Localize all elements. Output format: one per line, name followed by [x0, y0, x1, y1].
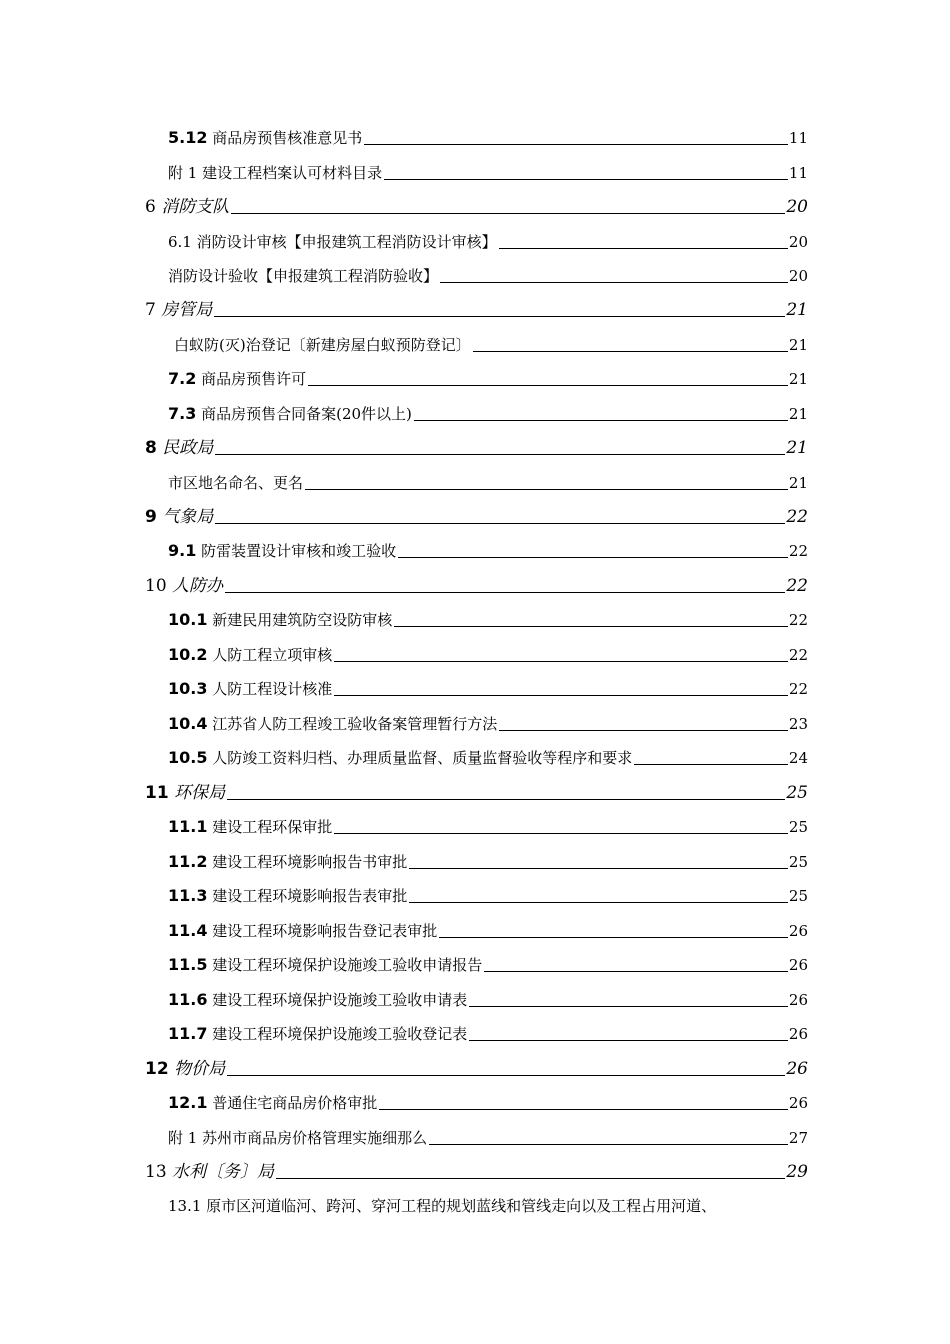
toc-entry-title: 7.2 商品房预售许可	[168, 369, 307, 388]
toc-entry[interactable]	[174, 331, 808, 355]
toc-entry[interactable]	[168, 606, 808, 630]
dot-leader	[308, 384, 788, 386]
toc-entry-title: 11.7 建设工程环境保护设施竣工验收登记表	[168, 1024, 468, 1043]
dot-leader	[334, 832, 788, 834]
dot-leader	[227, 1074, 785, 1076]
toc-page-number: 22	[788, 680, 808, 698]
toc-entry-title: 9 气象局	[145, 507, 214, 527]
toc-entry[interactable]	[168, 537, 808, 561]
toc-entry[interactable]	[168, 124, 808, 148]
toc-page-number: 22	[788, 542, 808, 560]
dot-leader	[634, 763, 788, 765]
toc-page-number: 20	[788, 267, 808, 285]
toc-page-number: 20	[788, 233, 808, 251]
toc-entry-title: 12 物价局	[145, 1059, 226, 1079]
toc-entry-title: 13 水利〔务〕局	[145, 1162, 275, 1182]
toc-entry-title: 附 1 苏州市商品房价格管理实施细那么	[168, 1129, 428, 1147]
toc-entry[interactable]	[168, 262, 808, 286]
toc-page-number: 27	[788, 1129, 808, 1147]
toc-entry-title: 12.1 普通住宅商品房价格审批	[168, 1093, 378, 1112]
toc-page-number: 21	[788, 336, 808, 354]
dot-leader	[215, 453, 785, 455]
dot-leader	[334, 694, 788, 696]
toc-page-number: 11	[788, 164, 808, 182]
toc-entry[interactable]	[145, 296, 808, 320]
dot-leader	[227, 798, 785, 800]
toc-entry[interactable]	[168, 744, 808, 768]
dot-leader	[469, 1039, 788, 1041]
toc-entry-title: 6 消防支队	[145, 197, 230, 217]
toc-entry[interactable]	[168, 813, 808, 837]
toc-page-number: 22	[786, 576, 808, 596]
toc-entry-title: 10.2 人防工程立项审核	[168, 645, 333, 664]
toc-entry-title: 11.4 建设工程环境影响报告登记表审批	[168, 921, 438, 940]
toc-entry[interactable]	[168, 1020, 808, 1044]
toc-entry-title: 10.4 江苏省人防工程竣工验收备案管理暂行方法	[168, 714, 498, 733]
dot-leader	[499, 729, 788, 731]
toc-entry-title: 10 人防办	[145, 576, 224, 596]
toc-page-number: 25	[788, 818, 808, 836]
toc-page-number: 25	[786, 783, 808, 803]
dot-leader	[384, 178, 788, 180]
toc-entry[interactable]	[168, 951, 808, 975]
toc-entry-title: 10.3 人防工程设计核准	[168, 679, 333, 698]
dot-leader	[305, 488, 788, 490]
toc-page-number: 21	[788, 405, 808, 423]
dot-leader	[484, 970, 788, 972]
toc-page-number: 29	[786, 1162, 808, 1182]
toc-page-number: 26	[786, 1059, 808, 1079]
toc-entry[interactable]	[145, 193, 808, 217]
toc-entry[interactable]	[168, 917, 808, 941]
toc-entry[interactable]	[145, 1055, 808, 1079]
toc-entry[interactable]	[168, 469, 808, 493]
toc-entry[interactable]	[168, 882, 808, 906]
dot-leader	[231, 212, 785, 214]
toc-page-number: 26	[788, 922, 808, 940]
toc-entry[interactable]	[145, 572, 808, 596]
toc-page-number: 20	[786, 197, 808, 217]
dot-leader	[409, 867, 788, 869]
toc-page-number: 21	[786, 300, 808, 320]
toc-entry[interactable]	[168, 848, 808, 872]
dot-leader	[409, 901, 788, 903]
toc-entry-title: 市区地名命名、更名	[168, 474, 304, 492]
toc-entry-title: 7.3 商品房预售合同备案(20件以上)	[168, 404, 412, 423]
toc-entry[interactable]	[145, 1158, 808, 1182]
toc-entry-title: 11.6 建设工程环境保护设施竣工验收申请表	[168, 990, 468, 1009]
toc-entry-title: 白蚁防(灭)治登记〔新建房屋白蚁预防登记〕	[174, 336, 471, 354]
toc-page-number: 25	[788, 887, 808, 905]
toc-entry[interactable]	[145, 503, 808, 527]
toc-page-number: 26	[788, 991, 808, 1009]
dot-leader	[429, 1143, 788, 1145]
toc-entry-title: 11.3 建设工程环境影响报告表审批	[168, 886, 408, 905]
dot-leader	[394, 625, 788, 627]
toc-entry-title: 11.2 建设工程环境影响报告书审批	[168, 852, 408, 871]
toc-page-number: 24	[788, 749, 808, 767]
toc-entry[interactable]	[168, 641, 808, 665]
toc-entry-title: 11.1 建设工程环保审批	[168, 817, 333, 836]
dot-leader	[215, 522, 785, 524]
toc-entry[interactable]	[168, 228, 808, 252]
toc-page-number: 22	[788, 646, 808, 664]
toc-entry-title: 11.5 建设工程环境保护设施竣工验收申请报告	[168, 955, 483, 974]
toc-entry[interactable]	[168, 986, 808, 1010]
toc-entry-title: 6.1 消防设计审核【申报建筑工程消防设计审核】	[168, 233, 497, 251]
dot-leader	[439, 936, 788, 938]
toc-entry-title: 9.1 防雷装置设计审核和竣工验收	[168, 541, 397, 560]
toc-page-number: 26	[788, 1094, 808, 1112]
toc-page-number: 21	[788, 474, 808, 492]
toc-entry[interactable]	[145, 779, 808, 803]
dot-leader	[398, 556, 788, 558]
toc-page-number: 25	[788, 853, 808, 871]
toc-entry-title: 8 民政局	[145, 438, 214, 458]
toc-entry[interactable]	[168, 710, 808, 734]
dot-leader	[469, 1005, 788, 1007]
dot-leader	[334, 660, 788, 662]
toc-entry-continued: 13.1 原市区河道临河、跨河、穿河工程的规划蓝线和管线走向以及工程占用河道、	[168, 1197, 717, 1215]
toc-page-number: 21	[786, 438, 808, 458]
dot-leader	[499, 247, 788, 249]
toc-entry[interactable]	[168, 675, 808, 699]
toc-entry[interactable]	[168, 1089, 808, 1113]
dot-leader	[276, 1177, 785, 1179]
toc-page-number: 23	[788, 715, 808, 733]
dot-leader	[440, 281, 788, 283]
toc-entry-title: 5.12 商品房预售核准意见书	[168, 128, 363, 147]
toc-entry[interactable]	[168, 159, 808, 183]
toc-entry-title: 7 房管局	[145, 300, 213, 320]
toc-entry-title: 11 环保局	[145, 783, 226, 803]
toc-page-number: 26	[788, 956, 808, 974]
toc-entry-title: 10.5 人防竣工资料归档、办理质量监督、质量监督验收等程序和要求	[168, 748, 633, 767]
toc-entry[interactable]	[168, 1124, 808, 1148]
toc-page-number: 22	[788, 611, 808, 629]
toc-page-number: 11	[788, 129, 808, 147]
toc-entry-title: 附 1 建设工程档案认可材料目录	[168, 164, 383, 182]
dot-leader	[473, 350, 788, 352]
toc-entry-title: 10.1 新建民用建筑防空设防审核	[168, 610, 393, 629]
dot-leader	[225, 591, 785, 593]
toc-entry-title: 消防设计验收【申报建筑工程消防验收】	[168, 267, 439, 285]
toc-entry[interactable]	[168, 400, 808, 424]
dot-leader	[414, 419, 788, 421]
toc-entry[interactable]	[168, 365, 808, 389]
dot-leader	[214, 315, 785, 317]
dot-leader	[379, 1108, 788, 1110]
toc-page-number: 26	[788, 1025, 808, 1043]
toc-page-number: 21	[788, 370, 808, 388]
dot-leader	[364, 143, 788, 145]
toc-entry[interactable]	[145, 434, 808, 458]
toc-page-number: 22	[786, 507, 808, 527]
